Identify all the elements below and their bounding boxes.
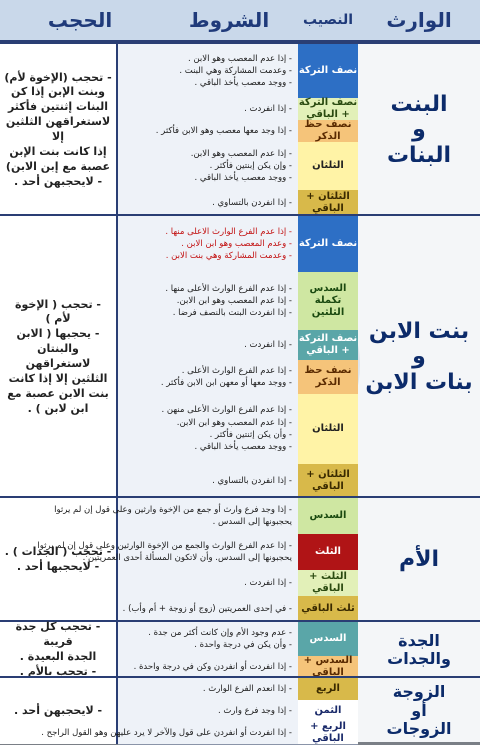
condition-list: [54, 498, 298, 534]
condition-list: [118, 272, 298, 330]
share-row: [118, 120, 358, 143]
condition-line: - إذا انفردت البنت بالنصف فرضا .: [172, 308, 292, 319]
condition-line: - إذا عدم الفرع الوارث والجمع من الإخوة الوارثين وعلى قول إن لم يرثوا: [37, 540, 292, 551]
condition-list: [118, 330, 298, 360]
share-row: [118, 190, 358, 217]
condition-list: [118, 394, 298, 464]
header-blocking: الحجب: [0, 0, 160, 42]
condition-line: - إذا عدم المعصب وهو ابن الابن.: [176, 417, 292, 428]
share-label: الثلثان: [297, 142, 358, 190]
share-label: ثلث الباقي: [297, 596, 358, 622]
condition-line: - عدم وجود الأم وإن كانت أكثر من جدة .: [148, 627, 292, 638]
share-label: الثلثان + الباقي: [297, 464, 358, 498]
share-row: [118, 360, 358, 395]
condition-line: - إذا عدم الفرع الوارث الأعلى .: [181, 365, 292, 376]
condition-list: [118, 98, 298, 120]
condition-list: [118, 216, 298, 272]
condition-line: - إذا وجد فرع وارث أو جمع من الإخوة وارثين وعلى قول إن لم يرثوا: [54, 504, 292, 515]
share-row: [118, 272, 358, 331]
share-label: الثمن: [297, 700, 358, 722]
condition-line: - ووجد معها أو معهن ابن الابن فأكثر .: [160, 378, 292, 388]
share-label: الربع + الباقي: [297, 722, 358, 744]
condition-line: يحجبونها إلى السدس .: [212, 517, 292, 527]
condition-list: [118, 622, 298, 656]
share-row: [118, 394, 358, 465]
condition-line: - إذا انفردن بالتساوي .: [212, 475, 292, 486]
blocking-rules: - تحجب ( الإخوة لأم ) - يحجبها ( الابن والبنتان لاستغراقهن الثلثين إلا إذا كانت بنت الابن عصبة مع ابن لابن ) .: [0, 216, 118, 498]
condition-line: - إذا عدم الفرع الوارث الأعلى منها .: [165, 283, 292, 294]
condition-list: [118, 596, 298, 622]
header-share: النصيب: [298, 0, 358, 42]
share-label: الثلثان + الباقي: [297, 190, 358, 216]
share-row: [118, 596, 358, 623]
condition-list: [118, 656, 298, 678]
share-conditions: [118, 44, 358, 216]
condition-line: يحجبونها إلى السدس. وأن لاتكون المسألة أحدى العمريتين .: [82, 553, 292, 563]
condition-list: [41, 722, 298, 744]
condition-line: - إذا عدم المعصب وهو ابن الابن.: [176, 295, 292, 306]
share-row: [118, 464, 358, 499]
share-label: نصف حظ الذكر: [297, 360, 358, 394]
share-label: السدس: [297, 622, 358, 656]
share-label: الثلثان: [297, 394, 358, 464]
share-label: نصف التركة: [297, 216, 358, 272]
condition-line: - ووجد معصب يأخذ الباقي .: [194, 442, 292, 453]
condition-line: - ووجد معصب يأخذ الباقي .: [194, 78, 292, 89]
condition-list: [118, 120, 298, 142]
heir-name: الأم: [398, 547, 440, 573]
condition-list: [118, 44, 298, 98]
condition-line: - وإن يكن إبنتين فأكثر .: [209, 160, 292, 171]
condition-list: [118, 142, 298, 190]
share-conditions: [118, 622, 358, 678]
condition-list: [118, 570, 298, 596]
condition-line: - وعدم المعصب وهو ابن الابن .: [181, 238, 292, 249]
blocking-rules: - تحجب ( الجدات ) . - لايحجبها أحد .: [0, 498, 118, 622]
condition-line: - إذا انفردت .: [244, 103, 292, 114]
condition-line: - وأن يكن إثنتين فأكثر .: [209, 430, 292, 440]
condition-line: - إذا وجد معها معصب وهو الابن فأكثر .: [155, 125, 292, 136]
condition-list: [118, 678, 298, 700]
condition-line: - إذا انفردت .: [244, 577, 292, 588]
condition-line: - وعدمت المشاركة وهي بنت الابن .: [165, 251, 292, 262]
share-row: [118, 142, 358, 191]
condition-line: - إذا عدم المعصب وهو الابن.: [190, 148, 292, 159]
heir-name: بنت الابن و بنات الابن: [365, 319, 473, 395]
condition-line: - إذا عدم الفرع الوارث الاعلى منها .: [165, 226, 292, 237]
heir-name: الزوجة أو الزوجات: [386, 682, 452, 739]
share-row: [118, 330, 358, 361]
condition-line: - إذا عدم الفرع الوارث الأعلى منهن .: [161, 405, 292, 416]
heir-name: الجدة والجدات: [387, 630, 451, 668]
share-label: نصف التركة: [297, 44, 358, 98]
condition-line: - إذا انعدم الفرع الوارث .: [202, 683, 292, 694]
condition-line: - إذا انفردت أو انفردن وكن في درجة واحدة .: [133, 661, 292, 672]
blocking-rules: - لايحجبهن أحد .: [0, 678, 118, 744]
share-row: [118, 700, 358, 723]
blocking-rules: - تحجب كل جدة قريبة الجدة البعيدة . - تحجب بالأم .: [0, 622, 118, 678]
heir-name: البنت و البنات: [386, 92, 452, 168]
condition-line: - وأن يكن في درجة واحدة .: [194, 640, 292, 650]
share-row: [118, 678, 358, 701]
share-label: الثلث: [297, 534, 358, 570]
heir-row: [0, 214, 480, 498]
header-conditions: الشروط: [160, 0, 298, 42]
share-label: نصف التركة + الباقي: [298, 97, 358, 120]
condition-line: - إذا انفردت أو انفردن على قول والآخر لا يرد عليهن وهو القول الراجح .: [41, 727, 292, 738]
share-row: [118, 622, 358, 657]
share-label: الثلث + الباقي: [297, 570, 358, 596]
share-label: السدس: [297, 498, 358, 534]
condition-line: - إذا انفردت .: [244, 339, 292, 350]
heir-row: [0, 496, 480, 622]
condition-line: - إذا وجد فرع وارث .: [217, 705, 292, 716]
share-label: السدس تكملة الثلثين: [297, 272, 358, 330]
condition-line: - إذا انفردن بالتساوي .: [212, 197, 292, 208]
share-row: [118, 98, 358, 121]
heir-row: [0, 620, 480, 678]
condition-line: - وعدمت المشاركة وهي البنت .: [179, 65, 292, 76]
condition-list: [118, 190, 298, 216]
heir-row: [0, 676, 480, 744]
blocking-rules: - تحجب (الإخوة لأم) وبنت الإبن إذا كن البنات إثنتين فأكثر لاستغراقهن الثلثين إلا إذا كانت بنت الإبن عصبة مع إبن الابن) - لايحجبهن أحد .: [0, 44, 118, 216]
condition-list: [118, 700, 298, 722]
condition-line: - في إحدى العمريتين (زوج أو زوجة + أم وأب) .: [122, 603, 292, 614]
condition-line: - ووجد معصب يأخذ الباقي .: [194, 173, 292, 184]
share-row: [41, 721, 358, 745]
heir-row: [0, 42, 480, 216]
share-row: [118, 570, 358, 597]
share-row: [54, 498, 358, 535]
share-label: نصف حظ الذكر: [297, 120, 358, 142]
share-label: الربع: [297, 678, 358, 700]
share-label: السدس + الباقي: [297, 656, 358, 678]
condition-list: [118, 464, 298, 498]
share-row: [118, 216, 358, 273]
share-conditions: [118, 216, 358, 498]
share-row: [118, 44, 358, 99]
header-heir: الوارث: [358, 0, 480, 42]
condition-line: - إذا عدم المعصب وهو الابن .: [188, 53, 292, 64]
share-label: نصف التركة + الباقي: [297, 330, 358, 360]
condition-list: [118, 360, 298, 394]
